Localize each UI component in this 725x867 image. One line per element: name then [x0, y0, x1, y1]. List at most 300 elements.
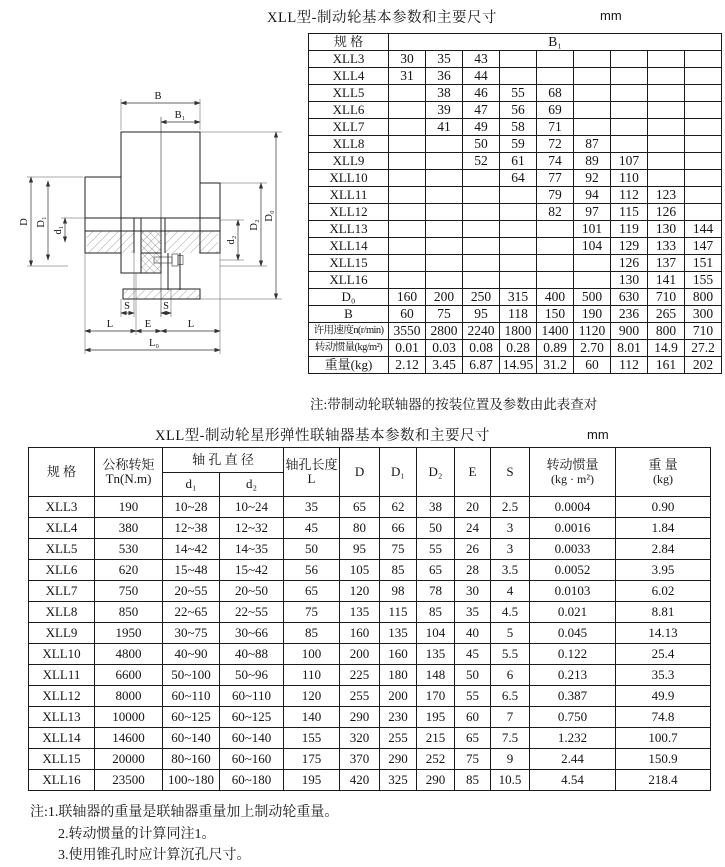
value-cell: 0.213: [530, 665, 616, 686]
brake-wheel-table: [308, 33, 722, 374]
value-cell: [574, 68, 611, 85]
value-cell: 65: [455, 728, 491, 749]
inertia-unit: (kg · m²): [551, 471, 594, 486]
value-cell: [574, 102, 611, 119]
value-cell: [500, 238, 537, 255]
spec-cell: XLL15: [29, 749, 95, 770]
value-cell: 0.90: [616, 497, 711, 518]
value-cell: 160: [380, 644, 417, 665]
value-cell: [611, 102, 648, 119]
value-cell: 4800: [95, 644, 163, 665]
value-cell: 6.02: [616, 581, 711, 602]
value-cell: [463, 255, 500, 272]
value-cell: 46: [463, 85, 500, 102]
value-cell: 35: [455, 602, 491, 623]
value-cell: 530: [95, 539, 163, 560]
value-cell: 850: [95, 602, 163, 623]
value-cell: 0.28: [500, 340, 537, 357]
bottom-note-2: 2.转动惯量的计算同注1。: [58, 827, 216, 842]
value-cell: [426, 204, 463, 221]
value-cell: 85: [417, 602, 455, 623]
table1-row: [309, 238, 722, 255]
value-cell: 140: [284, 707, 340, 728]
spec-cell: XLL4: [29, 518, 95, 539]
value-cell: 104: [417, 623, 455, 644]
value-cell: 15~42: [220, 560, 284, 581]
value-cell: [463, 221, 500, 238]
value-cell: 74: [537, 153, 574, 170]
rim-section-hatch: [124, 290, 200, 299]
table2-row: [29, 560, 711, 581]
bottom-note-1: 注:1.联轴器的重量是联轴器重量加上制动轮重量。: [30, 805, 339, 820]
dim-label-B: B: [154, 91, 162, 102]
spec-cell: XLL6: [29, 560, 95, 581]
value-cell: 59: [500, 136, 537, 153]
bottom-note-3: 3.使用锥孔时应计算沉孔尺寸。: [58, 848, 251, 863]
value-cell: [500, 51, 537, 68]
value-cell: [685, 136, 722, 153]
value-cell: 150: [537, 306, 574, 323]
value-cell: 2.84: [616, 539, 711, 560]
value-cell: 3: [491, 539, 530, 560]
brake-drum: [121, 132, 200, 218]
value-cell: [500, 221, 537, 238]
value-cell: 15~48: [163, 560, 220, 581]
value-cell: [685, 153, 722, 170]
value-cell: 71: [537, 119, 574, 136]
value-cell: 35.3: [616, 665, 711, 686]
value-cell: [648, 68, 685, 85]
value-cell: 69: [537, 102, 574, 119]
table2-d1-header: d₁: [163, 472, 220, 497]
value-cell: [537, 272, 574, 289]
value-cell: [685, 102, 722, 119]
value-cell: [389, 102, 426, 119]
table2-d2-header: d₂: [220, 472, 284, 497]
value-cell: 1.232: [530, 728, 616, 749]
value-cell: [648, 102, 685, 119]
value-cell: 6.87: [463, 357, 500, 374]
table2-bore-dia-header: 轴 孔 直 径: [163, 448, 284, 473]
value-cell: 47: [463, 102, 500, 119]
spec-cell: XLL10: [29, 644, 95, 665]
spec-cell: XLL8: [309, 136, 389, 153]
table2-S-header: S: [491, 448, 530, 497]
value-cell: 151: [685, 255, 722, 272]
value-cell: 175: [284, 749, 340, 770]
value-cell: [389, 153, 426, 170]
table2-row: [29, 623, 711, 644]
value-cell: 50: [463, 136, 500, 153]
spec-cell: XLL11: [309, 187, 389, 204]
inertia-label: 转动惯量: [546, 457, 599, 473]
value-cell: [389, 238, 426, 255]
value-cell: 20000: [95, 749, 163, 770]
table1-row: [309, 153, 722, 170]
value-cell: [500, 187, 537, 204]
table1-row: [309, 68, 722, 85]
value-cell: 4.5: [491, 602, 530, 623]
spec-cell: XLL6: [309, 102, 389, 119]
value-cell: [574, 272, 611, 289]
table2-row: [29, 749, 711, 770]
value-cell: 94: [574, 187, 611, 204]
value-cell: 290: [380, 749, 417, 770]
value-cell: 150.9: [616, 749, 711, 770]
value-cell: [463, 187, 500, 204]
value-cell: 710: [685, 323, 722, 340]
table1-body: [309, 51, 722, 374]
value-cell: 0.0103: [530, 581, 616, 602]
value-cell: [389, 255, 426, 272]
value-cell: 20~55: [163, 581, 220, 602]
value-cell: 325: [380, 770, 417, 791]
value-cell: 30~66: [220, 623, 284, 644]
value-cell: 200: [380, 686, 417, 707]
bore-len-symbol: L: [307, 471, 316, 486]
value-cell: [685, 119, 722, 136]
value-cell: 35: [426, 51, 463, 68]
table1-row: [309, 102, 722, 119]
value-cell: 104: [574, 238, 611, 255]
value-cell: [537, 68, 574, 85]
value-cell: 126: [648, 204, 685, 221]
value-cell: 50~96: [220, 665, 284, 686]
value-cell: 60~140: [163, 728, 220, 749]
table1-footer-row: [309, 289, 722, 306]
value-cell: 30~75: [163, 623, 220, 644]
bolt-head: [172, 254, 178, 266]
value-cell: 148: [417, 665, 455, 686]
table1-row: [309, 136, 722, 153]
table1-row: [309, 170, 722, 187]
value-cell: 225: [340, 665, 380, 686]
value-cell: 60~110: [163, 686, 220, 707]
spec-cell: XLL16: [29, 770, 95, 791]
table2-row: [29, 581, 711, 602]
table2-row: [29, 728, 711, 749]
value-cell: 14.13: [616, 623, 711, 644]
value-cell: 265: [648, 306, 685, 323]
value-cell: 66: [380, 518, 417, 539]
table2-spec-header: 规 格: [29, 448, 95, 497]
weight-unit: (kg): [653, 471, 674, 486]
value-cell: 1120: [574, 323, 611, 340]
table1-spec-header: 规 格: [309, 34, 389, 51]
bore-len-label: 轴孔长度: [285, 456, 338, 472]
value-cell: 85: [284, 623, 340, 644]
value-cell: 64: [500, 170, 537, 187]
value-cell: [648, 51, 685, 68]
value-cell: 12~32: [220, 518, 284, 539]
value-cell: 8.81: [616, 602, 711, 623]
spec-cell: XLL5: [29, 539, 95, 560]
table2-row: [29, 644, 711, 665]
torque-symbol: Tn(N.m): [105, 471, 152, 486]
value-cell: [611, 136, 648, 153]
value-cell: 190: [95, 497, 163, 518]
value-cell: 22~55: [220, 602, 284, 623]
value-cell: [648, 136, 685, 153]
value-cell: 400: [537, 289, 574, 306]
value-cell: 1400: [537, 323, 574, 340]
value-cell: 100~180: [163, 770, 220, 791]
value-cell: 8.01: [611, 340, 648, 357]
value-cell: 27.2: [685, 340, 722, 357]
dim-label-L0: L₀: [148, 338, 160, 349]
value-cell: 750: [95, 581, 163, 602]
value-cell: 60: [455, 707, 491, 728]
hub-section-right-hatch: [165, 231, 218, 253]
value-cell: 40~88: [220, 644, 284, 665]
spec-cell: XLL10: [309, 170, 389, 187]
value-cell: 55: [500, 85, 537, 102]
value-cell: 0.387: [530, 686, 616, 707]
value-cell: 252: [417, 749, 455, 770]
value-cell: 2.44: [530, 749, 616, 770]
value-cell: 40~90: [163, 644, 220, 665]
value-cell: 161: [648, 357, 685, 374]
table2-body: [29, 497, 711, 791]
value-cell: [426, 136, 463, 153]
value-cell: 60~125: [220, 707, 284, 728]
value-cell: 44: [463, 68, 500, 85]
value-cell: 190: [574, 306, 611, 323]
value-cell: 49: [463, 119, 500, 136]
value-cell: 0.122: [530, 644, 616, 665]
value-cell: [426, 238, 463, 255]
value-cell: [463, 238, 500, 255]
table1-footer-row: [309, 323, 722, 340]
value-cell: [426, 221, 463, 238]
value-cell: [463, 272, 500, 289]
coupling-table: [28, 447, 711, 791]
value-cell: [389, 204, 426, 221]
value-cell: 23500: [95, 770, 163, 791]
dim-label-D0: D₀: [264, 210, 275, 222]
value-cell: 135: [417, 644, 455, 665]
table2-row: [29, 497, 711, 518]
value-cell: 6: [491, 665, 530, 686]
value-cell: [611, 68, 648, 85]
value-cell: [500, 204, 537, 221]
value-cell: [426, 272, 463, 289]
value-cell: 290: [417, 770, 455, 791]
value-cell: 78: [417, 581, 455, 602]
value-cell: 65: [284, 581, 340, 602]
table1-row: [309, 204, 722, 221]
spec-cell: XLL9: [29, 623, 95, 644]
table2-E-header: E: [455, 448, 491, 497]
row-label-cell: 重量(kg): [309, 357, 389, 374]
value-cell: 119: [611, 221, 648, 238]
value-cell: [574, 119, 611, 136]
table2-title: XLL型-制动轮星形弹性联轴器基本参数和主要尺寸: [155, 428, 491, 444]
value-cell: 87: [574, 136, 611, 153]
value-cell: 120: [284, 686, 340, 707]
value-cell: 900: [611, 323, 648, 340]
value-cell: 1800: [500, 323, 537, 340]
value-cell: [463, 204, 500, 221]
table1-row: [309, 272, 722, 289]
dim-label-B1: B₁: [174, 110, 186, 121]
table2-row: [29, 665, 711, 686]
value-cell: 0.08: [463, 340, 500, 357]
value-cell: 420: [340, 770, 380, 791]
value-cell: [685, 68, 722, 85]
value-cell: [537, 238, 574, 255]
value-cell: 74.8: [616, 707, 711, 728]
value-cell: 4.54: [530, 770, 616, 791]
value-cell: 160: [389, 289, 426, 306]
value-cell: [574, 85, 611, 102]
value-cell: 135: [340, 602, 380, 623]
value-cell: 202: [685, 357, 722, 374]
value-cell: 320: [340, 728, 380, 749]
value-cell: 0.89: [537, 340, 574, 357]
value-cell: 92: [574, 170, 611, 187]
torque-label: 公称转矩: [102, 456, 155, 472]
value-cell: 80: [340, 518, 380, 539]
row-label-cell: 许用速度n(r/min): [309, 323, 389, 340]
spec-cell: XLL15: [309, 255, 389, 272]
value-cell: 100.7: [616, 728, 711, 749]
table2-row: [29, 686, 711, 707]
value-cell: 43: [463, 51, 500, 68]
value-cell: 290: [340, 707, 380, 728]
value-cell: 123: [648, 187, 685, 204]
value-cell: 3.95: [616, 560, 711, 581]
value-cell: 38: [426, 85, 463, 102]
value-cell: 30: [455, 581, 491, 602]
value-cell: 112: [611, 357, 648, 374]
value-cell: 39: [426, 102, 463, 119]
value-cell: [611, 85, 648, 102]
value-cell: 141: [648, 272, 685, 289]
value-cell: 20: [455, 497, 491, 518]
spider-section-hatch2: [141, 231, 161, 273]
value-cell: 710: [648, 289, 685, 306]
value-cell: 97: [574, 204, 611, 221]
value-cell: 10000: [95, 707, 163, 728]
value-cell: 180: [380, 665, 417, 686]
table1-footer-row: [309, 357, 722, 374]
value-cell: 630: [611, 289, 648, 306]
value-cell: 2240: [463, 323, 500, 340]
spec-cell: XLL16: [309, 272, 389, 289]
value-cell: [537, 255, 574, 272]
value-cell: 68: [537, 85, 574, 102]
value-cell: 14600: [95, 728, 163, 749]
value-cell: 36: [426, 68, 463, 85]
table1-row: [309, 187, 722, 204]
value-cell: 107: [611, 153, 648, 170]
value-cell: [574, 51, 611, 68]
value-cell: 14.9: [648, 340, 685, 357]
table2-D-header: D: [340, 448, 380, 497]
value-cell: 215: [417, 728, 455, 749]
table1-note: 注:带制动轮联轴器的按装位置及参数由此表查对: [310, 397, 598, 412]
spec-cell: XLL12: [29, 686, 95, 707]
value-cell: [685, 204, 722, 221]
value-cell: [500, 68, 537, 85]
dim-label-d2: d₂: [226, 235, 237, 245]
value-cell: 25.4: [616, 644, 711, 665]
value-cell: 75: [455, 749, 491, 770]
value-cell: [648, 119, 685, 136]
table2-row: [29, 707, 711, 728]
value-cell: 60~160: [220, 749, 284, 770]
value-cell: 120: [340, 581, 380, 602]
value-cell: 620: [95, 560, 163, 581]
value-cell: 112: [611, 187, 648, 204]
table2-weight-header: [616, 448, 711, 497]
value-cell: [500, 272, 537, 289]
value-cell: [426, 170, 463, 187]
value-cell: 144: [685, 221, 722, 238]
value-cell: 380: [95, 518, 163, 539]
table1-row: [309, 221, 722, 238]
value-cell: 10.5: [491, 770, 530, 791]
value-cell: 133: [648, 238, 685, 255]
value-cell: 14~35: [220, 539, 284, 560]
row-label-cell: 转动惯量(kg/m²): [309, 340, 389, 357]
value-cell: [648, 153, 685, 170]
value-cell: 72: [537, 136, 574, 153]
value-cell: 230: [380, 707, 417, 728]
table2-inertia-header: [530, 448, 616, 497]
value-cell: 12~38: [163, 518, 220, 539]
value-cell: 236: [611, 306, 648, 323]
value-cell: [537, 221, 574, 238]
value-cell: 24: [455, 518, 491, 539]
value-cell: 1950: [95, 623, 163, 644]
value-cell: 0.750: [530, 707, 616, 728]
value-cell: 3550: [389, 323, 426, 340]
value-cell: [648, 170, 685, 187]
value-cell: 50~100: [163, 665, 220, 686]
value-cell: 38: [417, 497, 455, 518]
value-cell: 255: [380, 728, 417, 749]
table1-unit: mm: [600, 8, 622, 23]
value-cell: 195: [417, 707, 455, 728]
dim-label-D1: D₁: [36, 216, 47, 228]
table1-footer-row: [309, 340, 722, 357]
value-cell: 7.5: [491, 728, 530, 749]
value-cell: [463, 170, 500, 187]
dim-label-L-left: L: [106, 319, 114, 330]
table1-b1-header: B₁: [389, 34, 722, 51]
value-cell: 0.0033: [530, 539, 616, 560]
dim-label-D: D: [19, 218, 30, 226]
value-cell: [648, 85, 685, 102]
value-cell: 147: [685, 238, 722, 255]
value-cell: 8000: [95, 686, 163, 707]
spec-cell: XLL3: [309, 51, 389, 68]
value-cell: 129: [611, 238, 648, 255]
value-cell: [574, 255, 611, 272]
value-cell: 0.0016: [530, 518, 616, 539]
value-cell: 22~65: [163, 602, 220, 623]
weight-label: 重 量: [648, 457, 678, 473]
table2-D2-header: D₂: [417, 448, 455, 497]
value-cell: 75: [426, 306, 463, 323]
value-cell: 130: [648, 221, 685, 238]
value-cell: 110: [284, 665, 340, 686]
value-cell: 0.0004: [530, 497, 616, 518]
value-cell: 85: [455, 770, 491, 791]
spec-cell: XLL11: [29, 665, 95, 686]
